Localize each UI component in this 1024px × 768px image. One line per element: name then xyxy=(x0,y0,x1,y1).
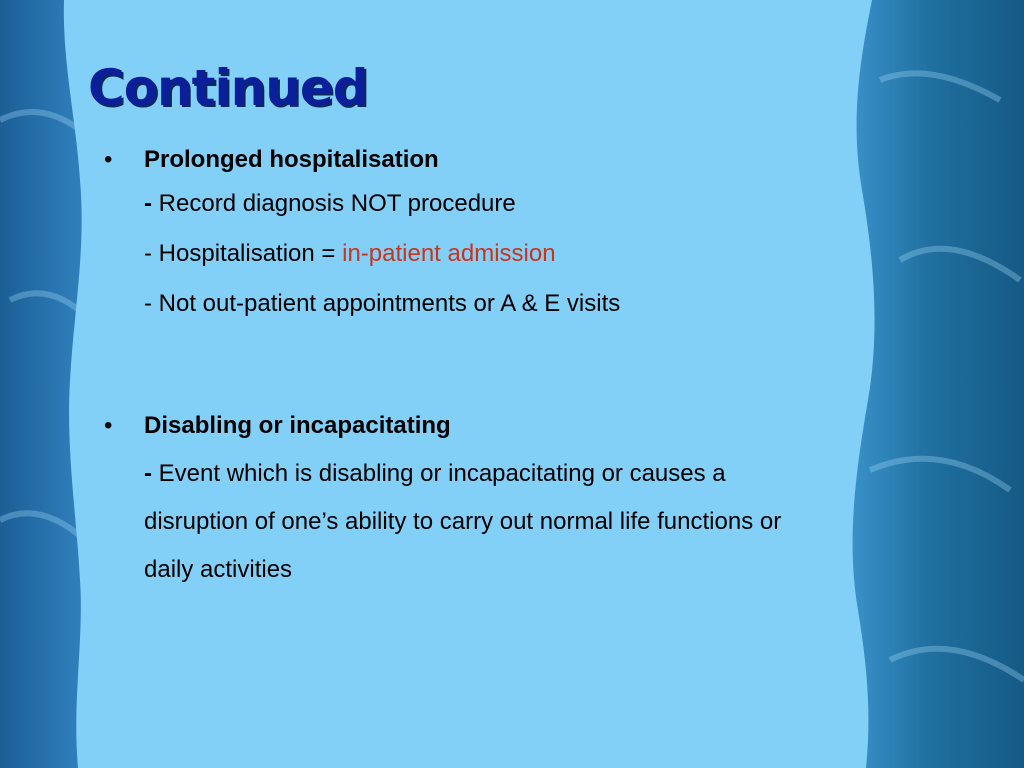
sub-point-text: Not out-patient appointments or A & E visits xyxy=(152,290,621,317)
sub-point-not-out-patient xyxy=(104,288,804,320)
sub-point-text: Hospitalisation = xyxy=(152,240,343,267)
sub-point-hospitalisation-definition xyxy=(104,238,804,270)
bullet-heading: Disabling or incapacitating xyxy=(144,412,451,439)
bullet-heading: Prolonged hospitalisation xyxy=(144,146,439,173)
sub-point-text: Record diagnosis NOT procedure xyxy=(152,190,516,217)
bullet-dot-icon: • xyxy=(104,412,113,439)
dash-marker: - xyxy=(144,240,152,267)
dash-marker: - xyxy=(144,290,152,317)
sub-point-disabling-event xyxy=(104,450,804,594)
slide-content xyxy=(104,140,804,612)
sub-point-text: Event which is disabling or incapacitating or causes a disruption of one’s ability to carry out normal life functions or daily activities xyxy=(144,460,782,583)
dash-marker: - xyxy=(144,190,152,217)
bullet-dot-icon: • xyxy=(104,146,113,173)
slide-title: Continued xyxy=(88,59,368,117)
bullet-prolonged-hospitalisation xyxy=(104,140,804,180)
bullet-disabling-incapacitating xyxy=(104,406,804,446)
highlighted-term: in-patient admission xyxy=(342,240,556,267)
dash-marker: - xyxy=(144,460,152,487)
sub-point-record-diagnosis xyxy=(104,188,804,220)
section-spacer xyxy=(104,338,804,406)
